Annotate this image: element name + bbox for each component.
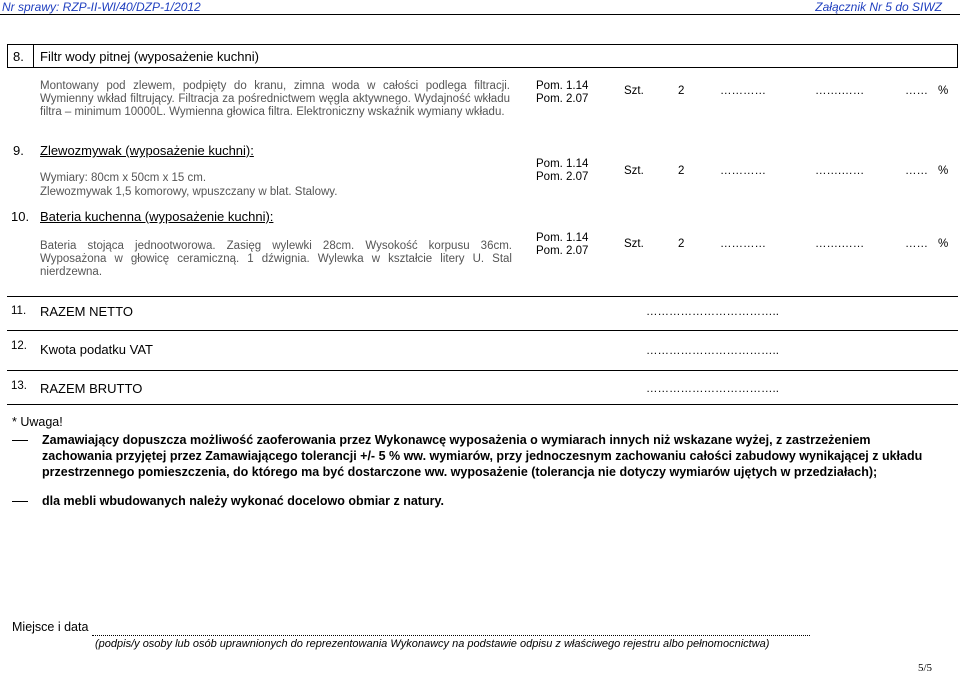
item-9-percent: % (938, 165, 949, 177)
item-10-title: Bateria kuchenna (wyposażenie kuchni): (40, 209, 274, 224)
vat-amount-label: Kwota podatku VAT (40, 342, 153, 357)
attachment-label: Załącznik Nr 5 do SIWZ (815, 0, 942, 14)
item-9-room-2: Pom. 2.07 (536, 171, 589, 183)
item-10-quantity: 2 (678, 238, 685, 250)
note-tolerance-text: Zamawiający dopuszcza możliwość zaoferowania przez Wykonawcę wyposażenia o wymiarach innych niż wskazane wyżej, z zastrzeżeniem zachowania przyjętej przez Zamawiającego tolerancji +/- 5 % ww. wymiarów, przy jednoczesnym zachowaniu całości zabudowy wynikającej z układu przestrzennego pomieszczenia, do którego ma być dostarczone ww. wyposażenie (tolerancja nie dotyczy wymiarów ujętych w przedziałach); (42, 433, 923, 479)
note-bullet-1 (12, 440, 28, 441)
item-8-quantity: 2 (678, 85, 685, 97)
item-9-unit: Szt. (624, 165, 644, 177)
item-10-room-1: Pom. 1.14 (536, 232, 589, 244)
item-9-description: Zlewozmywak 1,5 komorowy, wpuszczany w blat. Stalowy. (40, 186, 338, 198)
item-9-room-1: Pom. 1.14 (536, 158, 589, 170)
item-10-room-2: Pom. 2.07 (536, 245, 589, 257)
signature-caption: (podpis/y osoby lub osób uprawnionych do reprezentowania Wykonawcy na podstawie odpisu z właściwego rejestru albo pełnomocnictwa) (95, 638, 770, 650)
item-9-title: Zlewozmywak (wyposażenie kuchni): (40, 143, 254, 158)
total-net-label: RAZEM NETTO (40, 304, 133, 319)
item-9-vat-blank: …… (905, 165, 928, 177)
totals-divider-top (7, 296, 958, 297)
item-9-value-blank: …….…… (815, 165, 865, 177)
note-bullet-2 (12, 501, 28, 502)
item-8-description: Montowany pod zlewem, podpięty do kranu, zimna woda w całości podlega filtracji. Wymienny wkład filtrujący. Filtracja za pośrednictwem węgla aktywnego. Wydajność wkładu filtra – minimum 10000L. Wymienna głowica filtra. Elektroniczny wskaźnik wymiany wkładu. (40, 80, 510, 118)
item-9-quantity: 2 (678, 165, 685, 177)
total-11-number: 11. (11, 305, 27, 317)
total-13-number: 13. (11, 380, 27, 392)
item-8-vat-blank: …… (905, 85, 928, 97)
item-10-percent: % (938, 238, 949, 250)
item-10-value-blank: …….…… (815, 238, 865, 250)
item-9-dimensions: Wymiary: 80cm x 50cm x 15 cm. (40, 172, 207, 184)
document-reference: Nr sprawy: RZP-II-WI/40/DZP-1/2012 (2, 0, 201, 14)
item-10-number: 10. (11, 209, 30, 224)
item-8-number-divider (33, 44, 34, 68)
item-8-room-2: Pom. 2.07 (536, 93, 589, 105)
item-8-unit: Szt. (624, 85, 644, 97)
item-10-description: Bateria stojąca jednootworowa. Zasięg wylewki 28cm. Wysokość korpusu 36cm. Wyposażona w głowicę ceramiczną. 1 dźwignia. Wylewka w kształcie litery U. Stal nierdzewna. (40, 240, 512, 278)
total-net-blank: …………………………….. (646, 306, 779, 318)
item-8-unit-price-blank: ………… (720, 85, 766, 97)
item-9-unit-price-blank: ………… (720, 165, 766, 177)
vat-amount-blank: …………………………….. (646, 345, 779, 357)
total-gross-label: RAZEM BRUTTO (40, 381, 143, 396)
total-12-number: 12. (11, 340, 27, 352)
place-date-signature-line (92, 635, 810, 636)
header-divider (0, 14, 960, 15)
item-8-room-1: Pom. 1.14 (536, 80, 589, 92)
totals-divider-2 (7, 370, 958, 371)
item-8-title: Filtr wody pitnej (wyposażenie kuchni) (40, 49, 259, 64)
note-measurement-text: dla mebli wbudowanych należy wykonać docelowo obmiar z natury. (42, 494, 444, 508)
place-and-date-label: Miejsce i data (12, 620, 89, 634)
item-10-unit: Szt. (624, 238, 644, 250)
totals-divider-bottom (7, 404, 958, 405)
item-10-unit-price-blank: ………… (720, 238, 766, 250)
totals-divider-1 (7, 330, 958, 331)
item-8-number: 8. (13, 49, 24, 64)
item-10-vat-blank: …… (905, 238, 928, 250)
item-9-number: 9. (13, 143, 24, 158)
page-number: 5/5 (918, 662, 933, 674)
item-8-percent: % (938, 85, 949, 97)
note-heading: * Uwaga! (12, 415, 63, 429)
total-gross-blank: …………………………….. (646, 383, 779, 395)
item-8-value-blank: …….…… (815, 85, 865, 97)
